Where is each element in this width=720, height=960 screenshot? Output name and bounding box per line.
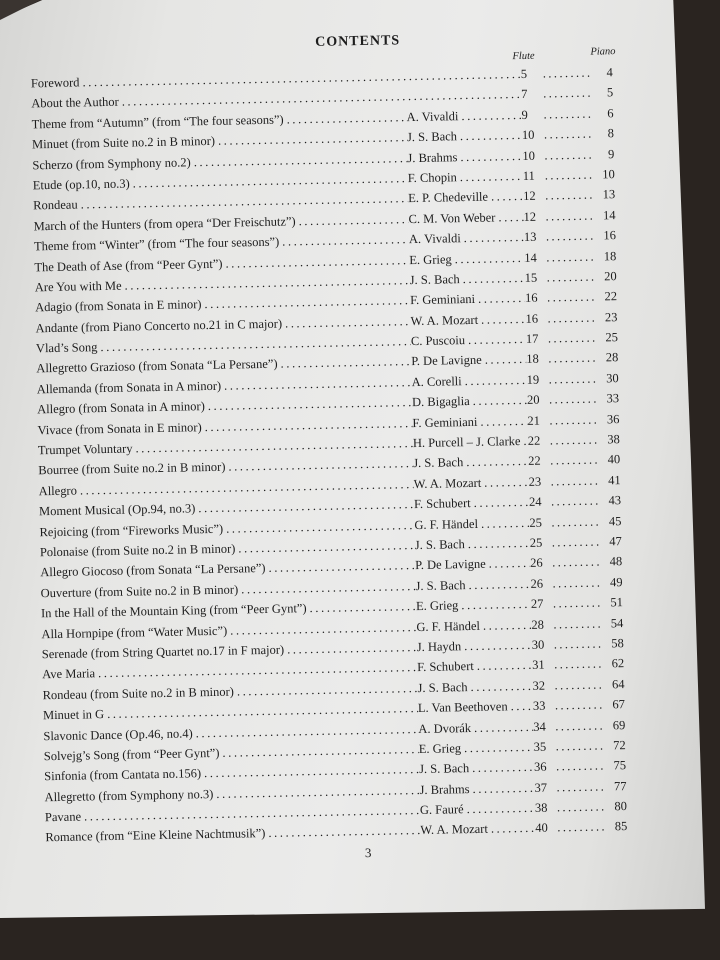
entry-composer-cell [420,801,535,818]
entry-composer: F. Geminiani [409,292,476,308]
dot-leader [457,169,523,185]
flute-page: 34 [533,719,546,734]
piano-page: 9 [607,146,615,161]
dot-leader [458,597,531,613]
entry-composer: J. Brahms [407,149,458,165]
piano-page: 77 [613,778,627,793]
entry-composer-cell [415,556,530,573]
page-title: CONTENTS [314,33,401,50]
entry-composer-cell [408,169,523,186]
entry-composer: A. Dvorák [418,720,472,736]
entry-composer-cell [410,291,525,308]
entry-composer: E. P. Chedeville [408,189,489,206]
piano-page: 5 [606,85,614,100]
flute-page: 20 [526,392,540,408]
entry-composer: W. A. Mozart [410,312,479,328]
flute-page: 28 [531,617,544,632]
dot-leader [221,375,412,394]
dot-leader [488,189,523,205]
entry-composer-cell [418,699,533,716]
flute-page: 22 [527,433,541,448]
entry-title: Allegretto (from Symphony no.3) [44,786,214,804]
dot-leader [461,638,532,654]
piano-page: 43 [608,493,622,508]
dot-leader [202,416,413,435]
dot-leader [552,575,602,591]
dot-leader [495,210,523,226]
flute-page: 7 [521,87,528,102]
piano-page: 51 [610,595,624,610]
dot-leader [547,269,597,285]
entry-title: Andante (from Piano Concerto no.21 in C major) [35,316,283,336]
entry-title: Etude (op.10, no.3) [32,176,130,193]
dot-leader [464,801,536,817]
piano-page: 54 [610,615,624,630]
entry-composer-cell [418,719,533,736]
dot-leader [306,599,416,616]
flute-page: 11 [522,168,535,183]
entry-title: Allegretto Grazioso (from Sonata “La Persane”) [36,357,278,376]
entry-composer: L. Van Beethoven [417,699,508,716]
dot-leader [488,821,536,837]
flute-page: 17 [525,331,539,346]
dot-leader [543,66,593,82]
entry-composer-cell [406,108,521,125]
dot-leader [215,130,407,149]
dot-leader [477,414,527,430]
entry-composer-cell [415,536,530,553]
entry-composer: P. De Lavigne [415,557,486,573]
dot-leader [556,738,606,754]
flute-page: 5 [520,66,528,81]
dot-leader [283,110,406,127]
dot-leader [550,453,600,469]
dot-leader [482,352,527,368]
flute-page: 40 [535,821,548,836]
entry-composer: G. F. Händel [414,516,479,532]
dot-leader [457,149,522,165]
entry-title: Adagio (from Sonata in E minor) [35,297,202,315]
entry-composer-cell [411,352,526,369]
flute-page: 12 [523,189,536,204]
dot-leader [554,657,604,673]
entry-composer: A. Vivaldi [408,231,461,247]
flute-page: 27 [530,596,544,612]
piano-page: 49 [609,574,623,590]
entry-title: March of the Hunters (from opera “Der Freischutz”) [33,214,296,234]
piano-page: 30 [606,371,619,386]
entry-title: Serenade (from String Quartet no.17 in F major) [41,642,285,662]
flute-page: 25 [529,535,543,550]
piano-page: 67 [612,697,626,712]
entry-composer: J. S. Bach [409,272,460,288]
dot-leader [554,677,604,693]
dot-leader [552,534,602,550]
dot-leader [543,106,593,122]
flute-page: 18 [526,352,539,367]
entry-composer: J. S. Bach [414,537,465,553]
dot-leader [555,718,605,734]
dot-leader [295,212,408,229]
dot-leader [545,208,595,224]
dot-leader [461,230,524,246]
entry-title: Foreword [30,75,80,91]
piano-page: 13 [602,187,616,202]
entry-composer: G. Fauré [419,802,464,818]
flute-page: 36 [533,759,547,775]
dot-leader [191,151,408,170]
dot-leader [546,229,596,245]
piano-page: 38 [607,432,620,447]
entry-title: Minuet (from Suite no.2 in B minor) [31,134,216,152]
entry-composer: F. Schubert [417,659,474,675]
entry-composer: F. Geminiani [412,414,478,430]
entry-title: Slavonic Dance (Op.46, no.4) [43,725,193,743]
dot-leader [544,127,594,143]
dot-leader [552,555,602,571]
entry-title: Minuet in G [42,707,105,723]
dot-leader [469,760,534,776]
dot-leader [225,457,413,476]
entry-composer-cell [412,393,527,410]
dot-leader [234,681,418,700]
entry-composer: J. S. Bach [406,129,458,145]
entry-composer: F. Chopin [407,170,457,186]
dot-leader [277,355,411,373]
piano-page: 85 [614,819,628,834]
entry-composer: A. Corelli [411,374,462,389]
dot-leader [551,514,601,530]
flute-page: 23 [528,474,542,489]
dot-leader [462,373,527,389]
dot-leader [195,497,414,516]
flute-page: 24 [528,494,542,510]
entry-composer-cell [412,373,527,390]
entry-title: Vivace (from Sonata in E minor) [37,419,202,437]
piano-page: 16 [603,228,617,243]
entry-title: Sinfonia (from Cantata no.156) [44,766,202,784]
entry-composer-cell [420,821,535,838]
piano-page: 6 [607,105,614,121]
dot-leader [486,556,531,572]
flute-page: 14 [524,250,537,265]
dot-leader [551,494,601,510]
piano-page: 58 [611,636,624,651]
entry-title: Are You with Me [34,278,122,295]
page-number: 3 [364,844,372,860]
dot-leader [457,128,522,144]
piano-page: 18 [603,248,617,263]
dot-leader [460,271,525,287]
entry-title: Solvejg’s Song (from “Peer Gynt”) [43,745,220,764]
dot-leader [547,310,597,326]
piano-page: 80 [614,799,628,814]
entry-composer-cell [413,454,528,471]
piano-page: 25 [605,330,619,345]
piano-page: 20 [604,269,617,284]
entry-title: Scherzo (from Symphony no.2) [32,154,191,172]
flute-page: 26 [530,576,544,591]
entry-composer-cell [414,475,529,492]
dot-leader [554,636,604,652]
entry-composer-cell [419,781,534,798]
flute-column-header: Flute [512,50,535,63]
entry-composer: J. S. Bach [418,761,470,777]
flute-page: 9 [521,107,528,122]
flute-page: 16 [525,311,539,326]
piano-page: 72 [613,737,626,753]
entry-title: Alla Hornpipe (from “Water Music”) [41,623,228,641]
flute-page: 21 [527,413,541,428]
entry-title: Allemanda (from Sonata in A minor) [36,378,222,397]
flute-page: 22 [528,454,541,469]
entry-composer: E. Grieg [409,251,452,267]
dot-leader [480,617,532,633]
entry-composer: E. Grieg [418,741,462,756]
entry-title: Allegro Giocoso (from Sonata “La Persane”) [40,561,266,580]
entry-composer-cell [413,434,528,451]
dot-leader [557,800,607,816]
entry-composer: F. Schubert [413,496,471,512]
dot-leader [201,762,419,781]
dot-leader [553,616,603,632]
entry-composer-cell [419,740,534,757]
piano-page: 28 [605,350,619,365]
piano-page: 48 [609,554,623,569]
entry-title: Trumpet Voluntary [37,441,133,458]
entry-composer-cell [416,617,531,634]
dot-leader [227,620,417,639]
dot-leader [475,291,525,307]
flute-page: 35 [533,739,547,754]
entry-composer: J. S. Bach [417,679,468,695]
flute-page: 31 [532,657,545,673]
entry-composer-cell [409,250,524,267]
entry-composer-cell [411,332,526,349]
dot-leader [481,475,529,491]
entry-composer-cell [410,271,525,288]
dot-leader [201,293,410,312]
entry-composer: A. Vivaldi [406,108,459,124]
entry-title: Ave Maria [42,666,96,682]
dot-leader [465,577,530,593]
entry-composer-cell [412,414,527,431]
piano-page: 62 [611,656,625,671]
entry-composer-cell [407,149,522,166]
flute-page: 10 [521,127,535,143]
entry-title: Pavane [44,809,82,825]
entry-title: Allegro [38,483,78,499]
piano-page: 69 [612,717,626,732]
entry-composer: E. Grieg [415,598,459,614]
dot-leader [557,820,607,836]
dot-leader [555,698,605,714]
dot-leader [550,473,600,489]
flute-page: 16 [524,290,538,306]
piano-page: 23 [604,309,618,325]
dot-leader [205,395,413,414]
dot-leader [213,783,420,802]
dot-leader [219,742,419,761]
dot-leader [556,779,606,795]
piano-page: 33 [606,391,620,406]
flute-page: 25 [529,515,543,530]
piano-page: 22 [604,289,618,304]
entry-composer: P. De Lavigne [411,353,482,369]
dot-leader [471,719,534,735]
dot-leader [465,536,530,552]
dot-leader [471,495,530,511]
entry-composer-cell [416,597,531,614]
entry-composer-cell [409,230,524,247]
flute-page: 19 [526,372,540,387]
entry-title: Ouverture (from Suite no.2 in B minor) [40,582,239,601]
dot-leader [235,538,415,556]
dot-leader [222,253,409,272]
entry-title: Romance (from “Eine Kleine Nachtmusik”) [45,826,266,845]
entry-composer: J. Brahms [419,781,470,797]
entry-composer-cell [417,658,532,675]
dot-leader [546,249,596,265]
entry-composer-cell [415,577,530,594]
entry-composer: C. Puscoiu [410,333,466,349]
entry-composer: W. A. Mozart [413,475,482,491]
entry-composer-cell [408,189,523,206]
piano-page: 47 [609,534,622,549]
piano-page: 75 [613,758,627,773]
entry-composer: J. S. Bach [413,455,464,471]
dot-leader [556,759,606,775]
dot-leader [470,393,528,409]
entry-title: In the Hall of the Mountain King (from “Peer Gynt”) [40,601,307,621]
entry-composer: W. A. Mozart [420,822,489,838]
entry-title: Vlad’s Song [35,340,98,356]
piano-column-header: Piano [590,46,616,58]
entry-title: Rondeau (from Suite no.2 in B minor) [42,684,235,702]
dot-leader [474,658,533,674]
entry-title: Moment Musical (Op.94, no.3) [38,501,196,519]
flute-page: 15 [524,270,538,285]
dot-leader [467,679,532,695]
entry-composer: G. F. Händel [416,618,481,634]
entry-composer-cell [410,312,525,329]
flute-page: 10 [522,148,535,163]
dot-leader [547,290,597,306]
dot-leader [549,412,599,428]
contents-list [31,64,711,851]
entry-title: Rejoicing (from “Fireworks Music”) [39,521,224,539]
dot-leader [553,596,603,612]
piano-page: 14 [602,207,616,223]
dot-leader [549,392,599,408]
dot-leader [223,518,415,537]
entry-title: About the Author [31,95,119,111]
dot-leader [543,86,593,102]
flute-page: 26 [530,556,543,571]
dot-leader [284,640,417,658]
dot-leader [238,579,416,597]
dot-leader [465,332,526,348]
entry-title: Theme from “Winter” (from “The four seasons”) [33,234,280,254]
entry-composer: J. S. Bach [415,577,466,593]
flute-page: 33 [532,698,546,713]
piano-page: 4 [606,65,613,80]
dot-leader [469,781,534,797]
entry-composer-cell [407,128,522,145]
entry-title: Rondeau [33,197,78,213]
flute-page: 37 [534,780,548,795]
flute-page: 38 [534,800,548,815]
entry-title: Polonaise (from Suite no.2 in B minor) [39,541,236,560]
dot-leader [545,188,595,204]
piano-page: 40 [607,452,621,467]
dot-leader [265,558,415,576]
dot-leader [544,147,594,163]
entry-composer-cell [408,210,523,227]
dot-leader [279,232,409,249]
piano-page: 64 [611,676,625,692]
dot-leader [452,250,525,266]
dot-leader [265,823,420,841]
dot-leader [478,312,526,328]
entry-composer-cell [414,495,529,512]
dot-leader [193,722,419,741]
dot-leader [550,433,600,449]
piano-page: 45 [608,513,622,528]
dot-leader [463,454,528,470]
dot-leader [507,699,533,714]
dot-leader [461,740,534,756]
entry-composer: J. Haydn [416,639,462,655]
dot-leader [548,351,598,367]
dot-leader [548,331,598,347]
contents-page [30,28,711,867]
flute-page: 12 [523,209,537,224]
entry-composer-cell [417,638,532,655]
dot-leader [478,515,530,531]
entry-title: Allegro (from Sonata in A minor) [37,399,205,417]
entry-title: Bourree (from Suite no.2 in B minor) [38,460,226,478]
flute-page: 13 [523,229,537,245]
dot-leader [282,314,411,331]
entry-title: Theme from “Autumn” (from “The four seasons”) [31,112,284,132]
piano-page: 36 [606,411,620,427]
flute-page: 32 [532,678,546,693]
piano-page: 41 [607,472,621,488]
flute-page: 30 [531,637,545,652]
entry-composer: C. M. Von Weber [408,210,496,226]
entry-composer-cell [414,515,529,532]
entry-composer-cell [417,679,532,696]
piano-page: 10 [602,167,615,182]
entry-composer-cell [419,760,534,777]
piano-page: 8 [607,126,615,141]
entry-composer: D. Bigaglia [411,394,470,410]
dot-leader [458,108,521,124]
dot-leader [549,371,599,387]
entry-title: The Death of Ase (from “Peer Gynt”) [34,256,223,274]
dot-leader [545,168,595,184]
entry-composer: H. Purcell – J. Clarke [412,434,521,451]
